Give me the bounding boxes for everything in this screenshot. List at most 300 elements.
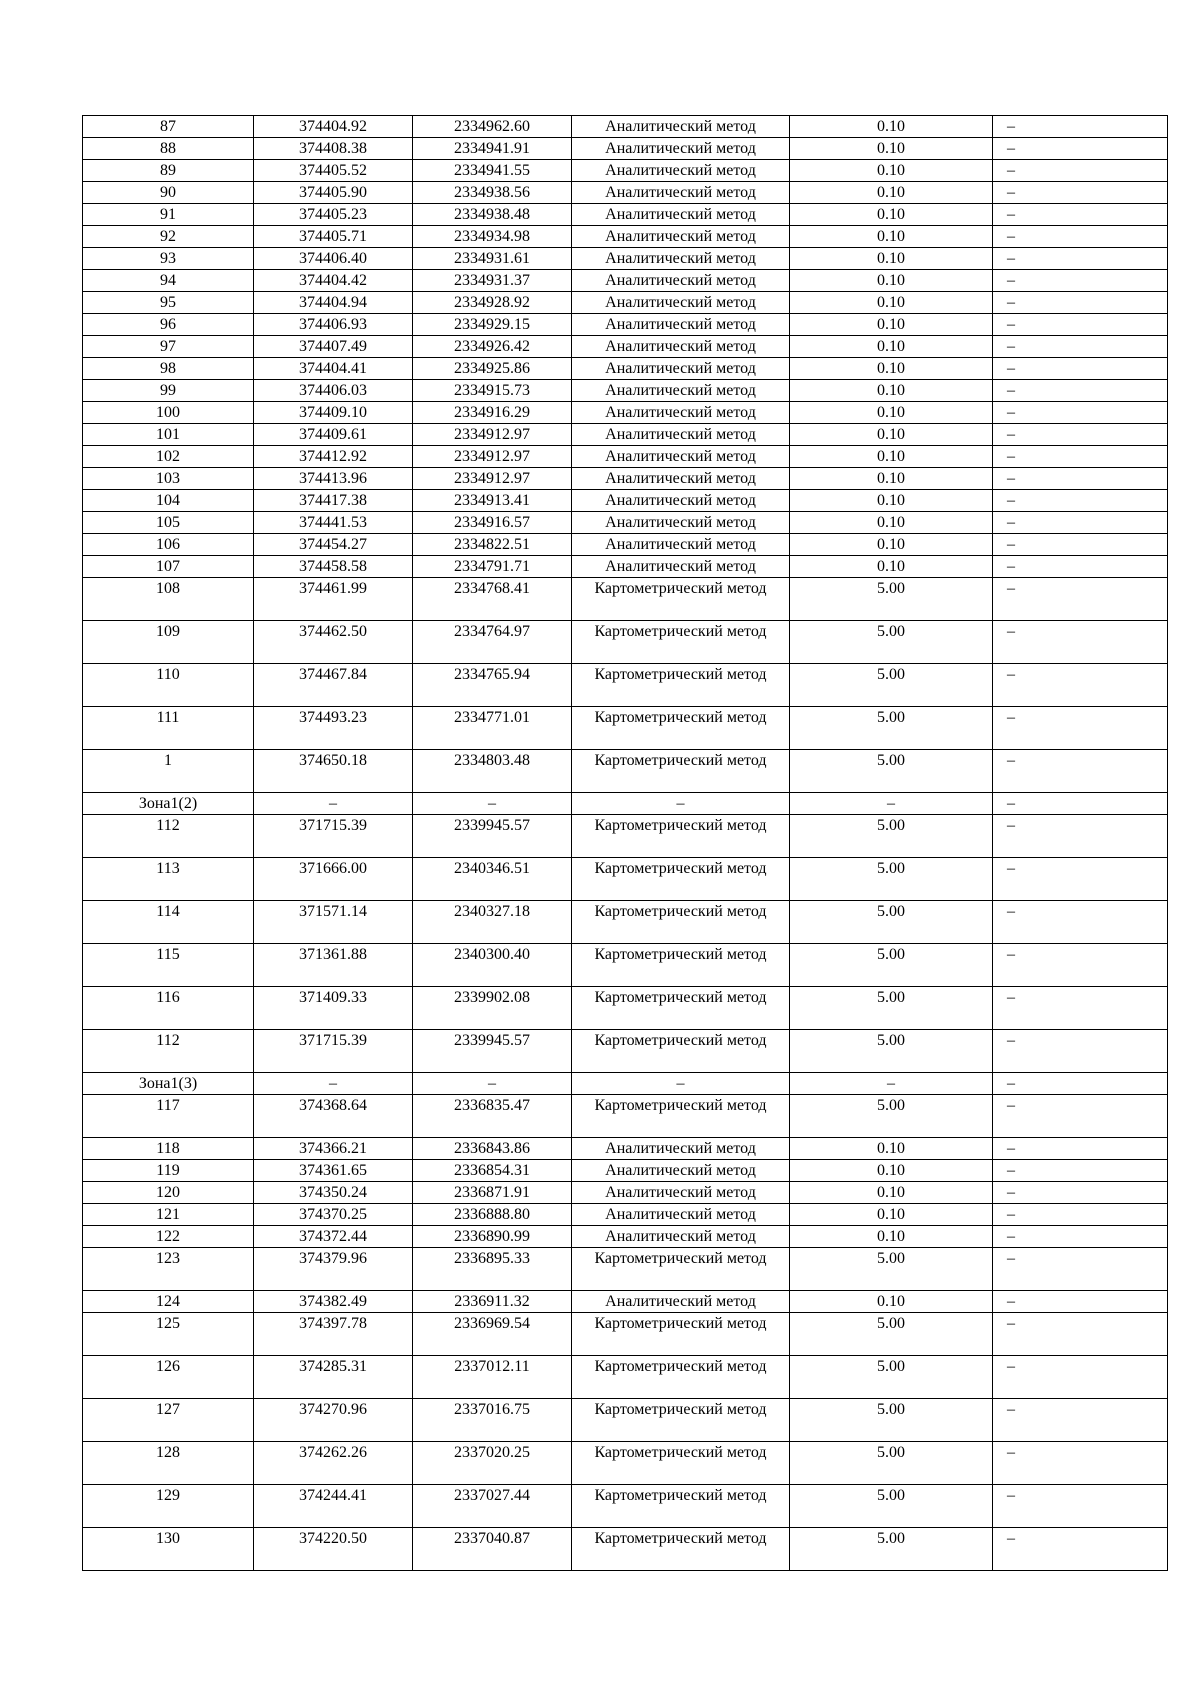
accuracy-cell: 0.10 bbox=[790, 446, 993, 468]
point-number-cell: 88 bbox=[83, 138, 254, 160]
point-number-cell: 114 bbox=[83, 901, 254, 944]
y-coordinate-cell: 2334915.73 bbox=[413, 380, 572, 402]
y-coordinate-cell: – bbox=[413, 793, 572, 815]
point-number-cell: 117 bbox=[83, 1095, 254, 1138]
x-coordinate-cell: 374405.90 bbox=[254, 182, 413, 204]
point-number-cell: 87 bbox=[83, 116, 254, 138]
point-number-cell: 106 bbox=[83, 534, 254, 556]
table-row bbox=[83, 292, 1168, 314]
method-cell: Картометрический метод bbox=[572, 750, 790, 793]
y-coordinate-cell: 2337027.44 bbox=[413, 1485, 572, 1528]
accuracy-cell: 0.10 bbox=[790, 182, 993, 204]
y-coordinate-cell: 2334931.61 bbox=[413, 248, 572, 270]
note-cell: – bbox=[993, 901, 1168, 944]
x-coordinate-cell: 374405.52 bbox=[254, 160, 413, 182]
y-coordinate-cell: 2334916.29 bbox=[413, 402, 572, 424]
accuracy-cell: 0.10 bbox=[790, 1182, 993, 1204]
y-coordinate-cell: 2334962.60 bbox=[413, 116, 572, 138]
note-cell: – bbox=[993, 1356, 1168, 1399]
x-coordinate-cell: 374441.53 bbox=[254, 512, 413, 534]
method-cell: Аналитический метод bbox=[572, 336, 790, 358]
accuracy-cell: 0.10 bbox=[790, 270, 993, 292]
method-cell: – bbox=[572, 793, 790, 815]
x-coordinate-cell: 374379.96 bbox=[254, 1248, 413, 1291]
method-cell: Аналитический метод bbox=[572, 556, 790, 578]
accuracy-cell: 0.10 bbox=[790, 358, 993, 380]
point-number-cell: 107 bbox=[83, 556, 254, 578]
method-cell: Картометрический метод bbox=[572, 1313, 790, 1356]
accuracy-cell: 5.00 bbox=[790, 621, 993, 664]
note-cell: – bbox=[993, 204, 1168, 226]
method-cell: Аналитический метод bbox=[572, 116, 790, 138]
accuracy-cell: 0.10 bbox=[790, 1160, 993, 1182]
table-row bbox=[83, 1182, 1168, 1204]
accuracy-cell: 0.10 bbox=[790, 204, 993, 226]
point-number-cell: Зона1(2) bbox=[83, 793, 254, 815]
accuracy-cell: 5.00 bbox=[790, 1095, 993, 1138]
table-row bbox=[83, 1160, 1168, 1182]
x-coordinate-cell: 374270.96 bbox=[254, 1399, 413, 1442]
x-coordinate-cell: 371666.00 bbox=[254, 858, 413, 901]
table-row bbox=[83, 248, 1168, 270]
method-cell: Картометрический метод bbox=[572, 1356, 790, 1399]
y-coordinate-cell: 2339902.08 bbox=[413, 987, 572, 1030]
x-coordinate-cell: 374407.49 bbox=[254, 336, 413, 358]
method-cell: Картометрический метод bbox=[572, 1399, 790, 1442]
y-coordinate-cell: 2336871.91 bbox=[413, 1182, 572, 1204]
y-coordinate-cell: 2336854.31 bbox=[413, 1160, 572, 1182]
point-number-cell: 122 bbox=[83, 1226, 254, 1248]
table-row bbox=[83, 1528, 1168, 1571]
accuracy-cell: 5.00 bbox=[790, 707, 993, 750]
table-row bbox=[83, 402, 1168, 424]
point-number-cell: Зона1(3) bbox=[83, 1073, 254, 1095]
note-cell: – bbox=[993, 138, 1168, 160]
point-number-cell: 115 bbox=[83, 944, 254, 987]
accuracy-cell: 0.10 bbox=[790, 468, 993, 490]
method-cell: Аналитический метод bbox=[572, 292, 790, 314]
table-row bbox=[83, 815, 1168, 858]
y-coordinate-cell: 2336895.33 bbox=[413, 1248, 572, 1291]
accuracy-cell: 5.00 bbox=[790, 1248, 993, 1291]
y-coordinate-cell: 2340300.40 bbox=[413, 944, 572, 987]
accuracy-cell: 5.00 bbox=[790, 987, 993, 1030]
method-cell: Аналитический метод bbox=[572, 402, 790, 424]
table-row bbox=[83, 314, 1168, 336]
point-number-cell: 99 bbox=[83, 380, 254, 402]
method-cell: Аналитический метод bbox=[572, 1160, 790, 1182]
table-row bbox=[83, 512, 1168, 534]
accuracy-cell: 0.10 bbox=[790, 292, 993, 314]
x-coordinate-cell: 374361.65 bbox=[254, 1160, 413, 1182]
point-number-cell: 90 bbox=[83, 182, 254, 204]
note-cell: – bbox=[993, 750, 1168, 793]
method-cell: Картометрический метод bbox=[572, 1095, 790, 1138]
table-row bbox=[83, 468, 1168, 490]
accuracy-cell: 0.10 bbox=[790, 1204, 993, 1226]
x-coordinate-cell: 374461.99 bbox=[254, 578, 413, 621]
method-cell: Аналитический метод bbox=[572, 270, 790, 292]
y-coordinate-cell: 2334822.51 bbox=[413, 534, 572, 556]
method-cell: Картометрический метод bbox=[572, 901, 790, 944]
point-number-cell: 98 bbox=[83, 358, 254, 380]
accuracy-cell: 5.00 bbox=[790, 750, 993, 793]
method-cell: Картометрический метод bbox=[572, 621, 790, 664]
accuracy-cell: 0.10 bbox=[790, 314, 993, 336]
method-cell: Аналитический метод bbox=[572, 512, 790, 534]
accuracy-cell: 5.00 bbox=[790, 815, 993, 858]
x-coordinate-cell: 374404.42 bbox=[254, 270, 413, 292]
x-coordinate-cell: 374404.92 bbox=[254, 116, 413, 138]
method-cell: Аналитический метод bbox=[572, 1138, 790, 1160]
table-row bbox=[83, 160, 1168, 182]
note-cell: – bbox=[993, 1226, 1168, 1248]
note-cell: – bbox=[993, 446, 1168, 468]
accuracy-cell: 0.10 bbox=[790, 336, 993, 358]
note-cell: – bbox=[993, 292, 1168, 314]
x-coordinate-cell: 374404.94 bbox=[254, 292, 413, 314]
accuracy-cell: 0.10 bbox=[790, 534, 993, 556]
point-number-cell: 100 bbox=[83, 402, 254, 424]
table-row bbox=[83, 578, 1168, 621]
method-cell: Аналитический метод bbox=[572, 1182, 790, 1204]
note-cell: – bbox=[993, 707, 1168, 750]
note-cell: – bbox=[993, 534, 1168, 556]
point-number-cell: 109 bbox=[83, 621, 254, 664]
table-row bbox=[83, 664, 1168, 707]
x-coordinate-cell: 371571.14 bbox=[254, 901, 413, 944]
y-coordinate-cell: 2336969.54 bbox=[413, 1313, 572, 1356]
note-cell: – bbox=[993, 1030, 1168, 1073]
note-cell: – bbox=[993, 1399, 1168, 1442]
method-cell: Аналитический метод bbox=[572, 226, 790, 248]
point-number-cell: 129 bbox=[83, 1485, 254, 1528]
note-cell: – bbox=[993, 248, 1168, 270]
table-row bbox=[83, 534, 1168, 556]
y-coordinate-cell: 2334929.15 bbox=[413, 314, 572, 336]
point-number-cell: 95 bbox=[83, 292, 254, 314]
x-coordinate-cell: 374370.25 bbox=[254, 1204, 413, 1226]
table-row bbox=[83, 707, 1168, 750]
note-cell: – bbox=[993, 490, 1168, 512]
y-coordinate-cell: 2339945.57 bbox=[413, 815, 572, 858]
method-cell: Аналитический метод bbox=[572, 314, 790, 336]
y-coordinate-cell: 2334931.37 bbox=[413, 270, 572, 292]
table-row bbox=[83, 987, 1168, 1030]
x-coordinate-cell: 374397.78 bbox=[254, 1313, 413, 1356]
note-cell: – bbox=[993, 1313, 1168, 1356]
y-coordinate-cell: 2334928.92 bbox=[413, 292, 572, 314]
accuracy-cell: 5.00 bbox=[790, 1528, 993, 1571]
method-cell: Картометрический метод bbox=[572, 1528, 790, 1571]
table-row bbox=[83, 358, 1168, 380]
note-cell: – bbox=[993, 226, 1168, 248]
y-coordinate-cell: 2334926.42 bbox=[413, 336, 572, 358]
point-number-cell: 92 bbox=[83, 226, 254, 248]
table-row bbox=[83, 1138, 1168, 1160]
note-cell: – bbox=[993, 578, 1168, 621]
table-row bbox=[83, 1095, 1168, 1138]
note-cell: – bbox=[993, 1073, 1168, 1095]
x-coordinate-cell: 374409.10 bbox=[254, 402, 413, 424]
y-coordinate-cell: 2334791.71 bbox=[413, 556, 572, 578]
point-number-cell: 116 bbox=[83, 987, 254, 1030]
note-cell: – bbox=[993, 512, 1168, 534]
x-coordinate-cell: 374413.96 bbox=[254, 468, 413, 490]
x-coordinate-cell: 371361.88 bbox=[254, 944, 413, 987]
accuracy-cell: 0.10 bbox=[790, 248, 993, 270]
x-coordinate-cell: 374350.24 bbox=[254, 1182, 413, 1204]
y-coordinate-cell: 2334934.98 bbox=[413, 226, 572, 248]
method-cell: Аналитический метод bbox=[572, 380, 790, 402]
x-coordinate-cell: 374458.58 bbox=[254, 556, 413, 578]
y-coordinate-cell: 2336835.47 bbox=[413, 1095, 572, 1138]
x-coordinate-cell: 374405.71 bbox=[254, 226, 413, 248]
accuracy-cell: 0.10 bbox=[790, 1226, 993, 1248]
point-number-cell: 103 bbox=[83, 468, 254, 490]
point-number-cell: 104 bbox=[83, 490, 254, 512]
accuracy-cell: 0.10 bbox=[790, 138, 993, 160]
y-coordinate-cell: 2337040.87 bbox=[413, 1528, 572, 1571]
method-cell: Картометрический метод bbox=[572, 707, 790, 750]
note-cell: – bbox=[993, 1182, 1168, 1204]
point-number-cell: 113 bbox=[83, 858, 254, 901]
y-coordinate-cell: 2334941.55 bbox=[413, 160, 572, 182]
table-row bbox=[83, 1226, 1168, 1248]
accuracy-cell: 0.10 bbox=[790, 556, 993, 578]
y-coordinate-cell: 2334764.97 bbox=[413, 621, 572, 664]
x-coordinate-cell: 374405.23 bbox=[254, 204, 413, 226]
note-cell: – bbox=[993, 1485, 1168, 1528]
x-coordinate-cell: 374417.38 bbox=[254, 490, 413, 512]
method-cell: Картометрический метод bbox=[572, 1442, 790, 1485]
method-cell: Картометрический метод bbox=[572, 664, 790, 707]
method-cell: Аналитический метод bbox=[572, 1226, 790, 1248]
method-cell: Аналитический метод bbox=[572, 138, 790, 160]
point-number-cell: 108 bbox=[83, 578, 254, 621]
x-coordinate-cell: 371715.39 bbox=[254, 815, 413, 858]
note-cell: – bbox=[993, 1442, 1168, 1485]
y-coordinate-cell: 2339945.57 bbox=[413, 1030, 572, 1073]
note-cell: – bbox=[993, 987, 1168, 1030]
note-cell: – bbox=[993, 793, 1168, 815]
y-coordinate-cell: 2334771.01 bbox=[413, 707, 572, 750]
accuracy-cell: 0.10 bbox=[790, 116, 993, 138]
table-row bbox=[83, 182, 1168, 204]
table-row bbox=[83, 490, 1168, 512]
method-cell: Аналитический метод bbox=[572, 160, 790, 182]
note-cell: – bbox=[993, 944, 1168, 987]
table-row bbox=[83, 424, 1168, 446]
point-number-cell: 124 bbox=[83, 1291, 254, 1313]
accuracy-cell: 5.00 bbox=[790, 664, 993, 707]
x-coordinate-cell: 374366.21 bbox=[254, 1138, 413, 1160]
y-coordinate-cell: 2336890.99 bbox=[413, 1226, 572, 1248]
point-number-cell: 96 bbox=[83, 314, 254, 336]
accuracy-cell: 5.00 bbox=[790, 578, 993, 621]
coordinates-table-body bbox=[83, 116, 1168, 1571]
note-cell: – bbox=[993, 380, 1168, 402]
note-cell: – bbox=[993, 858, 1168, 901]
note-cell: – bbox=[993, 1528, 1168, 1571]
point-number-cell: 1 bbox=[83, 750, 254, 793]
point-number-cell: 127 bbox=[83, 1399, 254, 1442]
point-number-cell: 101 bbox=[83, 424, 254, 446]
note-cell: – bbox=[993, 182, 1168, 204]
x-coordinate-cell: 374454.27 bbox=[254, 534, 413, 556]
table-row bbox=[83, 1291, 1168, 1313]
y-coordinate-cell: 2340327.18 bbox=[413, 901, 572, 944]
y-coordinate-cell: 2334925.86 bbox=[413, 358, 572, 380]
x-coordinate-cell: 374462.50 bbox=[254, 621, 413, 664]
accuracy-cell: 0.10 bbox=[790, 1291, 993, 1313]
y-coordinate-cell: 2334765.94 bbox=[413, 664, 572, 707]
x-coordinate-cell: 374650.18 bbox=[254, 750, 413, 793]
x-coordinate-cell: 374368.64 bbox=[254, 1095, 413, 1138]
method-cell: Аналитический метод bbox=[572, 204, 790, 226]
method-cell: Картометрический метод bbox=[572, 815, 790, 858]
table-row bbox=[83, 204, 1168, 226]
y-coordinate-cell: 2336843.86 bbox=[413, 1138, 572, 1160]
note-cell: – bbox=[993, 314, 1168, 336]
accuracy-cell: 5.00 bbox=[790, 1313, 993, 1356]
note-cell: – bbox=[993, 270, 1168, 292]
note-cell: – bbox=[993, 815, 1168, 858]
method-cell: – bbox=[572, 1073, 790, 1095]
table-row bbox=[83, 1442, 1168, 1485]
y-coordinate-cell: – bbox=[413, 1073, 572, 1095]
method-cell: Аналитический метод bbox=[572, 468, 790, 490]
x-coordinate-cell: 374406.40 bbox=[254, 248, 413, 270]
accuracy-cell: 5.00 bbox=[790, 1442, 993, 1485]
note-cell: – bbox=[993, 358, 1168, 380]
method-cell: Картометрический метод bbox=[572, 1485, 790, 1528]
method-cell: Картометрический метод bbox=[572, 987, 790, 1030]
table-row bbox=[83, 138, 1168, 160]
point-number-cell: 118 bbox=[83, 1138, 254, 1160]
method-cell: Аналитический метод bbox=[572, 534, 790, 556]
point-number-cell: 97 bbox=[83, 336, 254, 358]
table-row bbox=[83, 556, 1168, 578]
table-row bbox=[83, 1313, 1168, 1356]
note-cell: – bbox=[993, 1291, 1168, 1313]
y-coordinate-cell: 2334941.91 bbox=[413, 138, 572, 160]
y-coordinate-cell: 2336911.32 bbox=[413, 1291, 572, 1313]
table-row bbox=[83, 1485, 1168, 1528]
point-number-cell: 128 bbox=[83, 1442, 254, 1485]
accuracy-cell: 5.00 bbox=[790, 1030, 993, 1073]
note-cell: – bbox=[993, 468, 1168, 490]
x-coordinate-cell: 374467.84 bbox=[254, 664, 413, 707]
method-cell: Картометрический метод bbox=[572, 858, 790, 901]
note-cell: – bbox=[993, 1204, 1168, 1226]
point-number-cell: 89 bbox=[83, 160, 254, 182]
note-cell: – bbox=[993, 1138, 1168, 1160]
x-coordinate-cell: 374409.61 bbox=[254, 424, 413, 446]
table-row bbox=[83, 116, 1168, 138]
accuracy-cell: 5.00 bbox=[790, 1356, 993, 1399]
table-row bbox=[83, 1030, 1168, 1073]
y-coordinate-cell: 2336888.80 bbox=[413, 1204, 572, 1226]
point-number-cell: 91 bbox=[83, 204, 254, 226]
accuracy-cell: – bbox=[790, 793, 993, 815]
point-number-cell: 126 bbox=[83, 1356, 254, 1399]
x-coordinate-cell: 374406.03 bbox=[254, 380, 413, 402]
note-cell: – bbox=[993, 664, 1168, 707]
note-cell: – bbox=[993, 621, 1168, 664]
accuracy-cell: 5.00 bbox=[790, 944, 993, 987]
table-row bbox=[83, 858, 1168, 901]
method-cell: Аналитический метод bbox=[572, 1204, 790, 1226]
note-cell: – bbox=[993, 116, 1168, 138]
table-row bbox=[83, 1356, 1168, 1399]
table-row bbox=[83, 944, 1168, 987]
accuracy-cell: 5.00 bbox=[790, 901, 993, 944]
note-cell: – bbox=[993, 1160, 1168, 1182]
zone-header-row bbox=[83, 1073, 1168, 1095]
x-coordinate-cell: 374408.38 bbox=[254, 138, 413, 160]
accuracy-cell: 5.00 bbox=[790, 1399, 993, 1442]
note-cell: – bbox=[993, 336, 1168, 358]
table-row bbox=[83, 446, 1168, 468]
table-row bbox=[83, 750, 1168, 793]
point-number-cell: 105 bbox=[83, 512, 254, 534]
y-coordinate-cell: 2337020.25 bbox=[413, 1442, 572, 1485]
table-row bbox=[83, 621, 1168, 664]
method-cell: Картометрический метод bbox=[572, 1248, 790, 1291]
y-coordinate-cell: 2334938.56 bbox=[413, 182, 572, 204]
method-cell: Картометрический метод bbox=[572, 578, 790, 621]
coordinates-table bbox=[82, 115, 1168, 1571]
table-row bbox=[83, 336, 1168, 358]
method-cell: Картометрический метод bbox=[572, 1030, 790, 1073]
accuracy-cell: 0.10 bbox=[790, 490, 993, 512]
note-cell: – bbox=[993, 1248, 1168, 1291]
x-coordinate-cell: 374372.44 bbox=[254, 1226, 413, 1248]
method-cell: Аналитический метод bbox=[572, 1291, 790, 1313]
y-coordinate-cell: 2334912.97 bbox=[413, 424, 572, 446]
table-row bbox=[83, 1204, 1168, 1226]
accuracy-cell: – bbox=[790, 1073, 993, 1095]
note-cell: – bbox=[993, 402, 1168, 424]
y-coordinate-cell: 2337012.11 bbox=[413, 1356, 572, 1399]
x-coordinate-cell: 374244.41 bbox=[254, 1485, 413, 1528]
note-cell: – bbox=[993, 556, 1168, 578]
table-row bbox=[83, 901, 1168, 944]
y-coordinate-cell: 2334913.41 bbox=[413, 490, 572, 512]
accuracy-cell: 5.00 bbox=[790, 1485, 993, 1528]
y-coordinate-cell: 2334938.48 bbox=[413, 204, 572, 226]
point-number-cell: 111 bbox=[83, 707, 254, 750]
y-coordinate-cell: 2334916.57 bbox=[413, 512, 572, 534]
method-cell: Картометрический метод bbox=[572, 944, 790, 987]
accuracy-cell: 0.10 bbox=[790, 402, 993, 424]
point-number-cell: 120 bbox=[83, 1182, 254, 1204]
x-coordinate-cell: 374412.92 bbox=[254, 446, 413, 468]
y-coordinate-cell: 2337016.75 bbox=[413, 1399, 572, 1442]
y-coordinate-cell: 2340346.51 bbox=[413, 858, 572, 901]
point-number-cell: 112 bbox=[83, 1030, 254, 1073]
method-cell: Аналитический метод bbox=[572, 490, 790, 512]
y-coordinate-cell: 2334768.41 bbox=[413, 578, 572, 621]
accuracy-cell: 5.00 bbox=[790, 858, 993, 901]
y-coordinate-cell: 2334912.97 bbox=[413, 446, 572, 468]
point-number-cell: 112 bbox=[83, 815, 254, 858]
x-coordinate-cell: 371409.33 bbox=[254, 987, 413, 1030]
table-row bbox=[83, 1248, 1168, 1291]
x-coordinate-cell: – bbox=[254, 1073, 413, 1095]
x-coordinate-cell: 371715.39 bbox=[254, 1030, 413, 1073]
